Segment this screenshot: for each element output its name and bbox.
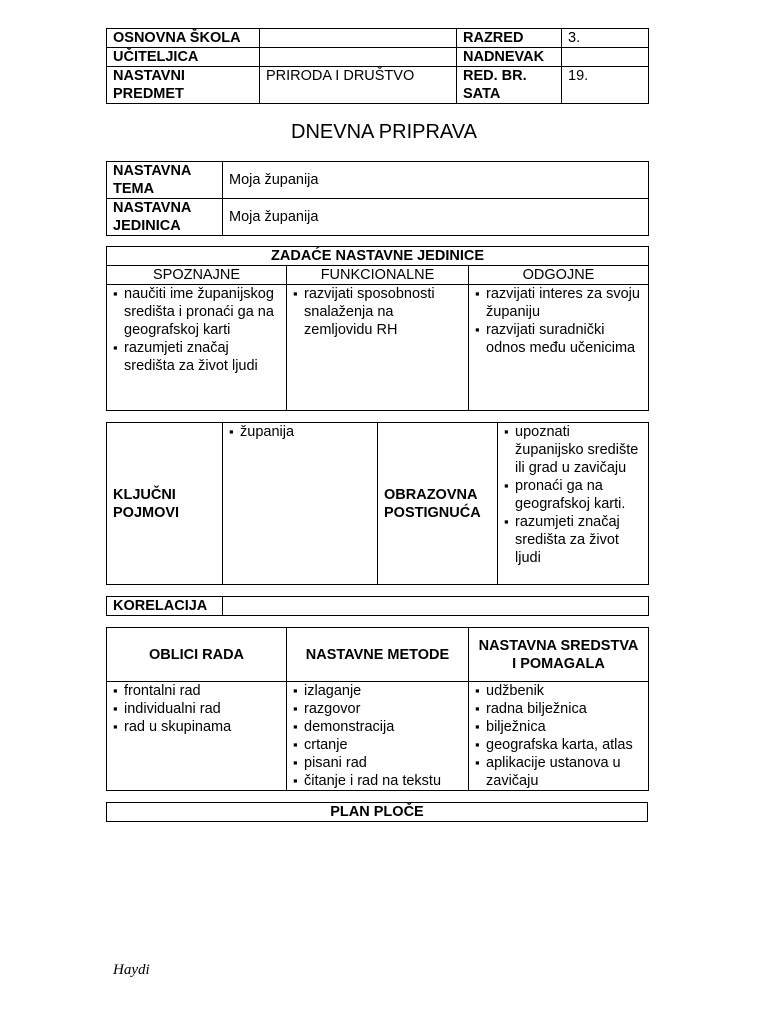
teaching-aids-list: [475, 682, 642, 790]
correlation-value: [223, 597, 649, 616]
column-functional: FUNKCIONALNE: [287, 266, 469, 285]
list-item: ▪ pronaći ga na geografskoj karti.: [504, 477, 642, 513]
theme-label: NASTAVNA TEMA: [107, 162, 223, 199]
list-item: ▪ radna bilježnica: [475, 700, 642, 718]
list-item: ▪ frontalni rad: [113, 682, 280, 700]
list-item: ▪ udžbenik: [475, 682, 642, 700]
unit-label: NASTAVNA JEDINICA: [107, 199, 223, 236]
list-item: ▪ razvijati sposobnosti snalaženja na zemljovidu RH: [293, 285, 462, 339]
teaching-aids-cell: [469, 682, 649, 791]
educational-cell: [469, 285, 649, 411]
school-value: [260, 29, 457, 48]
correlation-label: KORELACIJA: [107, 597, 223, 616]
list-item: ▪ bilježnica: [475, 718, 642, 736]
list-item: ▪ crtanje: [293, 736, 462, 754]
list-item: ▪ upoznati županijsko središte ili grad u zavičaju: [504, 423, 642, 477]
list-item: ▪ razumjeti značaj središta za život ljudi: [113, 339, 280, 375]
theme-value: Moja županija: [223, 162, 649, 199]
list-item: ▪ individualni rad: [113, 700, 280, 718]
list-item: ▪ aplikacije ustanova u zavičaju: [475, 754, 642, 790]
subject-value: PRIRODA I DRUŠTVO: [260, 67, 457, 104]
list-item: ▪ razgovor: [293, 700, 462, 718]
date-label: NADNEVAK: [457, 48, 562, 67]
outcomes-list: [504, 423, 642, 567]
teacher-value: [260, 48, 457, 67]
list-item: ▪ čitanje i rad na tekstu: [293, 772, 462, 790]
methods-table: [106, 627, 649, 791]
list-item: ▪ geografska karta, atlas: [475, 736, 642, 754]
lesson-number-value: 19.: [562, 67, 649, 104]
teacher-label: UČITELJICA: [107, 48, 260, 67]
concepts-table: [106, 422, 649, 585]
teaching-methods-cell: [287, 682, 469, 791]
work-forms-header: OBLICI RADA: [107, 628, 287, 682]
cognitive-cell: [107, 285, 287, 411]
tasks-heading: ZADAĆE NASTAVNE JEDINICE: [107, 247, 649, 266]
tasks-table: [106, 246, 649, 411]
functional-cell: [287, 285, 469, 411]
topic-table: [106, 161, 649, 236]
list-item: ▪ razvijati interes za svoju županiju: [475, 285, 642, 321]
lesson-number-label: RED. BR. SATA: [457, 67, 562, 104]
board-plan-table: [106, 802, 648, 822]
functional-list: [293, 285, 462, 339]
teaching-methods-list: [293, 682, 462, 790]
cognitive-list: [113, 285, 280, 375]
list-item: ▪ naučiti ime županijskog središta i pronaći ga na geografskoj karti: [113, 285, 280, 339]
board-plan-label: PLAN PLOČE: [107, 803, 648, 822]
work-forms-cell: [107, 682, 287, 791]
outcomes-label: OBRAZOVNA POSTIGNUĆA: [378, 423, 498, 585]
header-table: [106, 28, 649, 104]
teaching-aids-header: NASTAVNA SREDSTVA I POMAGALA: [469, 628, 649, 682]
outcomes-cell: [498, 423, 649, 585]
date-value: [562, 48, 649, 67]
list-item: ▪ demonstracija: [293, 718, 462, 736]
school-label: OSNOVNA ŠKOLA: [107, 29, 260, 48]
key-concepts-label: KLJUČNI POJMOVI: [107, 423, 223, 585]
signature: Haydi: [113, 962, 150, 978]
key-concepts-cell: [223, 423, 378, 585]
class-value: 3.: [562, 29, 649, 48]
column-cognitive: SPOZNAJNE: [107, 266, 287, 285]
list-item: ▪ županija: [229, 423, 371, 441]
list-item: ▪ pisani rad: [293, 754, 462, 772]
list-item: ▪ razumjeti značaj središta za život ljudi: [504, 513, 642, 567]
correlation-table: [106, 596, 649, 616]
work-forms-list: [113, 682, 280, 736]
list-item: ▪ rad u skupinama: [113, 718, 280, 736]
teaching-methods-header: NASTAVNE METODE: [287, 628, 469, 682]
educational-list: [475, 285, 642, 357]
subject-label: NASTAVNI PREDMET: [107, 67, 260, 104]
class-label: RAZRED: [457, 29, 562, 48]
key-concepts-list: [229, 423, 371, 441]
column-educational: ODGOJNE: [469, 266, 649, 285]
list-item: ▪ razvijati suradnički odnos među učenicima: [475, 321, 642, 357]
document-title: DNEVNA PRIPRAVA: [291, 121, 477, 143]
unit-value: Moja županija: [223, 199, 649, 236]
list-item: ▪ izlaganje: [293, 682, 462, 700]
